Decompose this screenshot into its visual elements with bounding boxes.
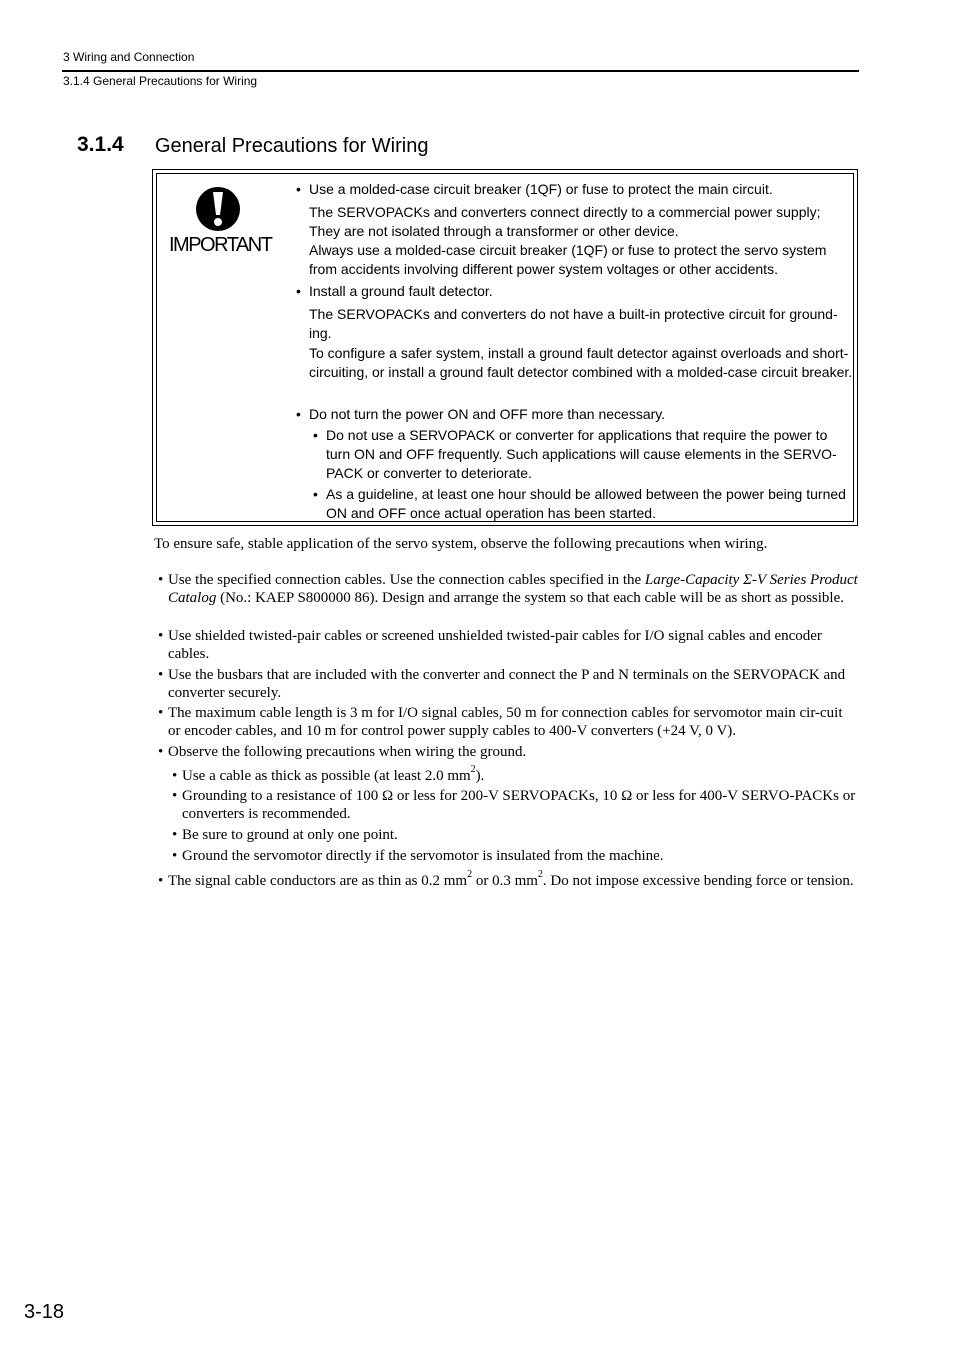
bullet-dot: •	[158, 744, 164, 760]
bullet-1-text-post: (No.: KAEP S800000 86). Design and arrange the system so that each cable will be as short as possible.	[216, 590, 844, 606]
ground-1-text-pre: Use a cable as thick as possible (at least 2.0 mm	[182, 768, 471, 784]
important-item-2-text: Install a ground fault detector.	[309, 283, 493, 299]
superscript: 2	[470, 764, 476, 775]
bullet-dot: •	[296, 406, 301, 422]
header-rule	[62, 70, 859, 72]
bullet-5-text: Observe the following precautions when wiring the ground.	[168, 744, 527, 760]
important-item-3-sub-1	[313, 426, 854, 483]
intro-paragraph: To ensure safe, stable application of the servo system, observe the following precautions when wiring.	[154, 536, 768, 552]
important-item-1-para-a: The SERVOPACKs and converters connect directly to a commercial power supply; They are not isolated through a transformer or other device.	[309, 204, 821, 239]
important-label: IMPORTANT	[169, 234, 272, 256]
bullet-dot: •	[158, 705, 164, 721]
list-item	[158, 666, 858, 702]
bullet-dot: •	[313, 427, 318, 443]
catalog-title: Large-Capacity Σ-V Series Product Catalog	[168, 572, 858, 606]
list-item	[158, 571, 858, 607]
list-item	[172, 847, 858, 865]
important-item-2	[296, 282, 854, 301]
bullet-dot: •	[172, 768, 178, 784]
bullet-6-text-mid: or 0.3 mm	[472, 873, 538, 889]
running-header-section: 3.1.4 General Precautions for Wiring	[63, 74, 258, 88]
ground-1-text-post: ).	[475, 768, 485, 784]
bullet-1-text-pre: Use the specified connection cables. Use the connection cables specified in the	[168, 572, 645, 588]
bullet-dot: •	[313, 486, 318, 502]
list-item	[158, 704, 858, 740]
bullet-dot: •	[158, 572, 164, 588]
list-item	[158, 743, 858, 761]
bullet-dot: •	[296, 181, 301, 197]
important-item-2-para-b: To configure a safer system, install a ground fault detector against overloads and short-circuiting, or install a ground fault detector combined with a molded-case circuit breaker.	[309, 345, 853, 380]
page-number: 3-18	[24, 1301, 65, 1323]
list-item	[172, 764, 858, 785]
important-item-1-text: Use a molded-case circuit breaker (1QF) or fuse to protect the main circuit.	[309, 181, 773, 197]
superscript: 2	[537, 869, 543, 880]
bullet-dot: •	[296, 283, 301, 299]
bullet-dot: •	[158, 667, 164, 683]
bullet-2-text: Use shielded twisted-pair cables or screened unshielded twisted-pair cables for I/O signal cables and encoder cables.	[168, 628, 822, 662]
superscript: 2	[467, 869, 473, 880]
bullet-4-text: The maximum cable length is 3 m for I/O signal cables, 50 m for connection cables for servomotor main cir-cuit or encoder cables, and 10 m for control power supply cables to 400-V converters (+24 V, 0 V).	[168, 705, 843, 739]
bullet-dot: •	[172, 827, 178, 843]
bullet-dot: •	[158, 628, 164, 644]
list-item	[172, 826, 858, 844]
bullet-dot: •	[158, 873, 164, 889]
important-item-1-para-b: Always use a molded-case circuit breaker (1QF) or fuse to protect the servo system from accidents involving different power system voltages or other accidents.	[309, 242, 827, 277]
important-item-1	[296, 180, 854, 199]
important-item-3-text: Do not turn the power ON and OFF more than necessary.	[309, 406, 666, 422]
important-item-2-para-a: The SERVOPACKs and converters do not have a built-in protective circuit for ground-ing.	[309, 306, 838, 341]
list-item	[172, 787, 858, 823]
bullet-3-text: Use the busbars that are included with the converter and connect the P and N terminals on the SERVOPACK and converter securely.	[168, 667, 846, 701]
ground-4-text: Ground the servomotor directly if the servomotor is insulated from the machine.	[182, 848, 664, 864]
running-header-chapter: 3 Wiring and Connection	[63, 50, 195, 64]
ground-3-text: Be sure to ground at only one point.	[182, 827, 398, 843]
important-item-3-sub-2-text: As a guideline, at least one hour should be allowed between the power being turned ON and OFF once actual operation has been started.	[326, 486, 846, 521]
bullet-dot: •	[172, 788, 178, 804]
ground-2-text: Grounding to a resistance of 100 Ω or less for 200-V SERVOPACKs, 10 Ω or less for 400-V SERVO-PACKs or converters is recommended.	[182, 788, 856, 822]
important-item-3-sub-2	[313, 485, 854, 523]
important-item-3-sub-1-text: Do not use a SERVOPACK or converter for applications that require the power to turn ON and OFF frequently. Such applications will cause elements in the SERVO-PACK or converter to deteriorate.	[326, 427, 837, 481]
section-number: 3.1.4	[77, 133, 124, 156]
important-notice-box	[152, 169, 858, 526]
list-item	[158, 869, 858, 890]
section-title: General Precautions for Wiring	[155, 135, 429, 157]
important-item-3	[296, 405, 854, 424]
bullet-6-text-post: . Do not impose excessive bending force or tension.	[542, 873, 854, 889]
important-notice-inner	[156, 173, 854, 522]
exclamation-circle-icon	[195, 186, 241, 232]
list-item	[158, 627, 858, 663]
bullet-6-text-pre: The signal cable conductors are as thin as 0.2 mm	[168, 873, 468, 889]
bullet-dot: •	[172, 848, 178, 864]
